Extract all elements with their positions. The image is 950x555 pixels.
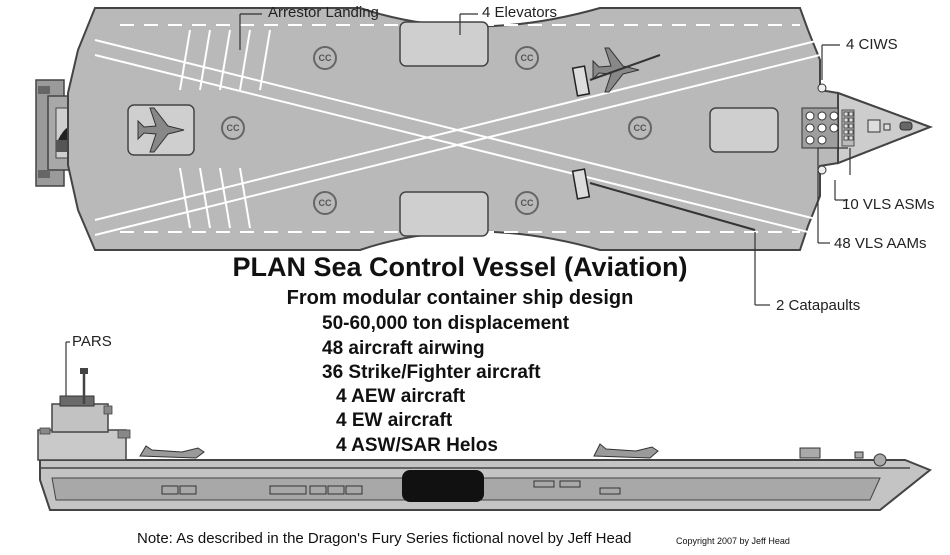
deck-mark-4: CC bbox=[633, 123, 647, 133]
spec-line: 4 ASW/SAR Helos bbox=[336, 435, 498, 456]
deck-mark-5: CC bbox=[318, 198, 332, 208]
midship-section bbox=[402, 470, 484, 502]
catapults-label: 2 Catapaults bbox=[776, 297, 861, 314]
stern-post-1 bbox=[38, 86, 50, 94]
copyright-text: Copyright 2007 by Jeff Head bbox=[676, 536, 790, 546]
elevator-bottom bbox=[400, 192, 488, 236]
spec-line: 4 EW aircraft bbox=[336, 410, 453, 431]
elevator-bow bbox=[710, 108, 778, 152]
elevators-label: 4 Elevators bbox=[482, 4, 558, 21]
pars-label: PARS bbox=[72, 333, 112, 350]
deck-mark-2: CC bbox=[520, 53, 534, 63]
ciws-label: 4 CIWS bbox=[846, 36, 898, 53]
diagram-title: PLAN Sea Control Vessel (Aviation) bbox=[232, 252, 688, 282]
spec-line: 48 aircraft airwing bbox=[322, 338, 485, 359]
diagram-subtitle: From modular container ship design bbox=[286, 287, 634, 309]
island-upper bbox=[52, 404, 108, 432]
vls-aam-cells bbox=[842, 110, 854, 146]
spec-line: 4 AEW aircraft bbox=[336, 386, 466, 407]
pars-radar bbox=[60, 396, 94, 406]
footer-note: Note: As described in the Dragon's Fury Series fictional novel by Jeff Head bbox=[137, 530, 632, 547]
stern-post-2 bbox=[38, 170, 50, 178]
deck-mark-1: CC bbox=[318, 53, 332, 63]
spec-line: 36 Strike/Fighter aircraft bbox=[322, 362, 541, 383]
vls-asm-cells bbox=[802, 108, 838, 148]
elevator-top bbox=[400, 22, 488, 66]
deck-mark-3: CC bbox=[226, 123, 240, 133]
flight-deck-top-view bbox=[36, 8, 930, 250]
spec-line: 50-60,000 ton displacement bbox=[322, 313, 570, 334]
island-base bbox=[38, 430, 126, 460]
vls-asm-label: 10 VLS ASMs bbox=[842, 196, 935, 213]
deck-mark-6: CC bbox=[520, 198, 534, 208]
mast-top bbox=[80, 368, 88, 374]
vls-aam-label: 48 VLS AAMs bbox=[834, 235, 927, 252]
arrestor-landing-label: Arrestor Landing bbox=[268, 4, 379, 21]
